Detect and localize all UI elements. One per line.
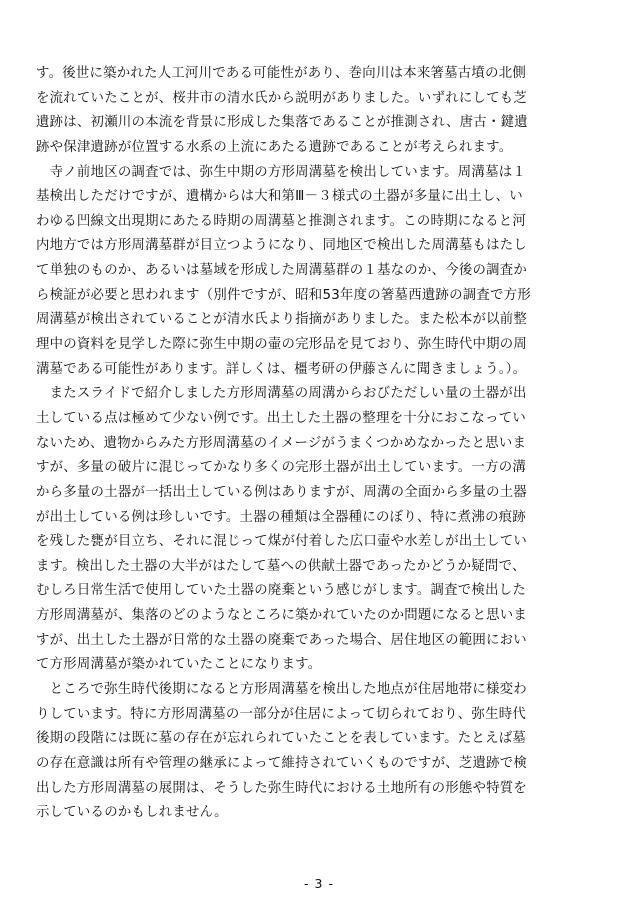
text-line: すが、多量の破片に混じってかなり多くの完形土器が出土しています。一方の溝 bbox=[36, 460, 526, 476]
text-line: またスライドで紹介しました方形周溝墓の周溝からおびただしい量の土器が出 bbox=[36, 386, 527, 402]
text-line: を流れていたことが、桜井市の清水氏から説明がありました。いずれにしても芝 bbox=[36, 90, 528, 106]
text-line: の存在意識は所有や管理の継承によって維持されていくものですが、芝遺跡で検 bbox=[36, 755, 528, 771]
text-line: て単独のものか、あるいは墓域を形成した周溝墓群の１基なのか、今後の調査か bbox=[36, 263, 528, 279]
text-line: むしろ日常生活で使用していた土器の廃棄という感じがします。調査で検出した bbox=[36, 583, 526, 599]
text-line: す。後世に築かれた人工河川である可能性があり、巻向川は本来箸墓古墳の北側 bbox=[36, 66, 526, 81]
body-text bbox=[36, 62, 596, 826]
text-line: 跡や保津遺跡が位置する水系の上流にあたる遺跡であることが考えられます。 bbox=[36, 139, 513, 155]
text-line: 理中の資料を見学した際に弥生中期の壷の完形品を見ており、弥生時代中期の周 bbox=[36, 337, 528, 353]
text-line: 遺跡は、初瀬川の本流を背景に形成した集落であることが推測され、唐古・鍵遺 bbox=[36, 115, 528, 131]
text-line: 周溝墓が検出されていることが清水氏より指摘がありました。また松本が以前整 bbox=[36, 312, 528, 328]
text-line: 寺ノ前地区の調査では、弥生中期の方形周溝墓を検出しています。周溝墓は１ bbox=[36, 164, 526, 180]
text-line: ないため、遺物からみた方形周溝墓のイメージがうまくつかめなかったと思いま bbox=[36, 435, 527, 451]
text-line: ます。検出した土器の大半がはたして墓への供献土器であったかどうか疑問で、 bbox=[36, 558, 526, 574]
text-line: が出土している例は珍しいです。土器の種類は全器種にのぼり、特に煮沸の痕跡 bbox=[36, 509, 526, 525]
text-line: 示しているのかもしれません。 bbox=[36, 805, 228, 821]
text-line: 後期の段階には既に墓の存在が忘れられていたことを表しています。たとえば墓 bbox=[36, 731, 526, 747]
text-line: 出した方形周溝墓の展開は、そうした弥生時代における土地所有の形態や特質を bbox=[36, 780, 528, 796]
text-line: ら検証が必要と思われます（別件ですが、昭和53年度の箸墓西遺跡の調査で方形 bbox=[36, 287, 531, 303]
text-line: 土している点は極めて少ない例です。出土した土器の整理を十分におこなってい bbox=[36, 410, 526, 426]
text-line: 溝墓である可能性があります。詳しくは、橿考研の伊藤さんに聞きましょう。）。 bbox=[36, 361, 527, 377]
text-line: りしています。特に方形周溝墓の一部分が住居によって切られており、弥生時代 bbox=[36, 706, 526, 722]
text-line: 方形周溝墓が、集落のどのようなところに築かれていたのか問題になると思いま bbox=[36, 608, 528, 624]
page-number: - 3 - bbox=[304, 876, 334, 891]
text-line: 基検出しただけですが、遺構からは大和第Ⅲ－３様式の土器が多量に出土し、い bbox=[36, 189, 523, 205]
text-line: から多量の土器が一括出土している例はありますが、周溝の全面から多量の土器 bbox=[36, 484, 528, 500]
text-line: ところで弥生時代後期になると方形周溝墓を検出した地点が住居地帯に様変わ bbox=[36, 682, 527, 698]
text-line: わゆる凹線文出現期にあたる時期の周溝墓と推測されます。この時期になると河 bbox=[36, 213, 526, 229]
text-line: て方形周溝墓が築かれていたことになります。 bbox=[36, 657, 322, 673]
text-line: 内地方では方形周溝墓群が目立つようになり、同地区で検出した周溝墓もはたし bbox=[36, 238, 528, 254]
text-line: すが、出土した土器が日常的な土器の廃棄であった場合、居住地区の範囲におい bbox=[36, 632, 527, 648]
text-line: を残した甕が目立ち、それに混じって煤が付着した広口壷や水差しが出土してい bbox=[36, 534, 528, 550]
